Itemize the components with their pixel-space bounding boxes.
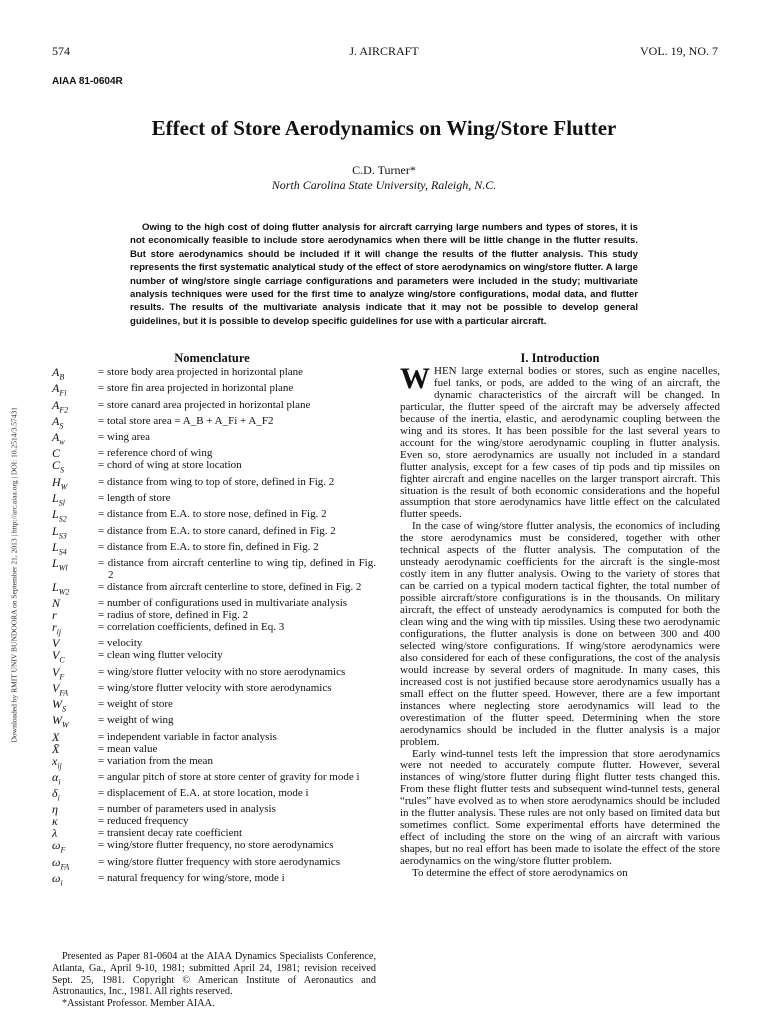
nomenclature-symbol: $H_W$ [52,474,68,492]
nomenclature-definition: = clean wing flutter velocity [98,649,223,662]
nomenclature-definition: = wing/store flutter frequency with store aerodynamics [98,855,341,868]
intro-paragraph-2: In the case of wing/store flutter analysis, the economics of including the store aerodynamics must be considered, together with other technical aspects of the flutter analysis. The computation of the unsteady aerodynamic coefficients for the aircraft is the single-most costly item in any flutter analysis. Owing to the variety of stores that can be carried on a typical modern tactical fighter, the total number of possible aircraft/store configurations is in the thousands. On military aircraft, the effect of unsteady aerodynamics is computed for both the clean wing and the wing with tip missiles. Using these two aerodynamic configurations, the flutter analysis is done on between 300 and 400 selected wing/store configurations. If wing/store aerodynamics were also considered for each of these configurations, the cost of the analysis would increase by several orders of magnitude. In many cases, this increased cost is not justified because store aerodynamics usually has a small effect on the flutter speed. However, there are a few important instances where neglecting store aerodynamics will lead to the overestimation of the flutter speed. Determining when the store aerodynamics should be included in the flutter analysis is a major problem. [400,520,720,748]
download-watermark: Downloaded by RMIT UNIV BUNDOORA on September 21, 2013 | http://arc.aiaa.org | DOI: 10.2514/3.57431 [9,407,19,743]
nomenclature-symbol: $\alpha_i$ [52,769,61,787]
nomenclature-row [52,460,376,476]
nomenclature-definition: = wing/store flutter velocity with no store aerodynamics [98,665,346,678]
nomenclature-symbol: $C_S$ [52,458,65,475]
nomenclature-symbol: $A_{F2}$ [52,397,69,414]
nomenclature-definition: = chord of wing at store location [98,459,242,472]
nomenclature-symbol: $A_w$ [52,430,65,447]
nomenclature-symbol: X̄ [52,741,60,756]
nomenclature-row [52,622,376,638]
nomenclature-row [52,840,376,856]
nomenclature-definition: = angular pitch of store at store center of gravity for mode i [98,770,360,783]
nomenclature-row [52,413,376,432]
footnote [52,951,376,1010]
nomenclature-row [52,579,376,598]
author: C.D. Turner* [352,163,416,177]
nomenclature-symbol: η [52,802,58,817]
nomenclature-row [52,490,376,509]
nomenclature-row [52,753,376,772]
nomenclature-definition: = mean value [98,742,158,755]
nomenclature-definition: = weight of store [98,698,173,711]
nomenclature-symbol: N [52,596,61,611]
nomenclature-definition: = store fin area projected in horizontal plane [98,382,294,395]
nomenclature-row [52,680,376,699]
nomenclature-symbol: X [52,729,60,744]
nomenclature-symbol: $A_{Fi}$ [52,381,67,398]
nomenclature-row [52,664,376,683]
nomenclature-row [52,397,376,416]
nomenclature-definition: = distance from E.A. to store canard, defined in Fig. 2 [98,524,336,537]
nomenclature-symbol: $A_B$ [52,365,65,382]
nomenclature-definition: = total store area = A_B + A_Fi + A_F2 [98,414,274,427]
volume-issue: VOL. 19, NO. 7 [640,44,718,58]
nomenclature-row [52,539,376,558]
nomenclature-row [52,870,376,889]
nomenclature-definition: = correlation coefficients, defined in Eq. 3 [98,621,285,634]
nomenclature-row [52,769,376,788]
nomenclature-definition: = reduced frequency [98,815,189,828]
nomenclature-symbol: C [52,446,61,461]
nomenclature-symbol: $L_{Sl}$ [52,490,65,508]
nomenclature-symbol: $A_S$ [52,413,64,431]
paper-title: Effect of Store Aerodynamics on Wing/Store Flutter [151,116,617,140]
nomenclature-symbol: V [52,636,60,651]
nomenclature-definition: = store body area projected in horizontal plane [98,366,304,378]
nomenclature-symbol: $x_{ij}$ [52,753,62,770]
intro-paragraph-4: To determine the effect of store aerodynamics on [412,867,628,880]
nomenclature-list [52,367,376,889]
nomenclature-symbol: $L_{Wl}$ [52,556,68,573]
nomenclature-definition: = length of store [98,491,171,504]
nomenclature-row [52,474,376,493]
intro-paragraph-3: Early wind-tunnel tests left the impression that store aerodynamics were not needed to accurately compute flutter. However, several instances of wing/store flutter during flight flutter tests changed this. From these flight flutter tests and subsequent wind-tunnel tests, general “rules” have evolved as to when store aerodynamics should be included in the flutter analysis. These rules are not only based on limited data but sometimes conflict. Some experimental efforts have determined the effect of including the store on the wing of an aircraft with various shapes, but no real effort has been made to isolate the effect of the store aerodynamics on the wing/store flutter problem. [400,747,720,868]
nomenclature-definition: = distance from wing to top of store, defined in Fig. 2 [98,475,335,488]
nomenclature-symbol: κ [52,814,58,829]
paper-id: AIAA 81-0604R [52,76,123,87]
nomenclature-symbol: $L_{S4}$ [52,539,67,557]
introduction-body [400,362,720,880]
nomenclature-definition: = radius of store, defined in Fig. 2 [98,609,249,622]
nomenclature-symbol: $W_S$ [52,697,66,714]
nomenclature-symbol: $V_{FA}$ [52,680,69,698]
nomenclature-row [52,383,376,399]
nomenclature-row [52,509,376,525]
nomenclature-row [52,558,376,582]
nomenclature-definition: = variation from the mean [98,754,213,767]
nomenclature-definition: = distance from E.A. to store fin, defined in Fig. 2 [98,540,319,553]
nomenclature-symbol: $L_{S3}$ [52,523,67,540]
nomenclature-definition: = weight of wing [98,714,174,727]
nomenclature-row [52,367,376,383]
nomenclature-definition: = independent variable in factor analysis [98,730,277,743]
nomenclature-symbol: λ [52,826,58,841]
footnote-presented: Presented as Paper 81-0604 at the AIAA Dynamics Specialists Conference, Atlanta, Ga., April 9-10, 1981; submitted April 24, 1981; revision received Sept. 25, 1981. Copyright © American Institute of Aeronautics and Astronautics, Inc., 1981. All rights reserved. [52,951,376,998]
nomenclature-symbol: $\delta_i$ [52,786,60,803]
nomenclature-row [52,788,376,804]
footnote-author: *Assistant Professor. Member AIAA. [62,998,215,1010]
nomenclature-symbol: $\omega_F$ [52,838,66,855]
nomenclature-definition: = distance from E.A. to store nose, defined in Fig. 2 [98,508,327,521]
nomenclature-definition: = wing/store flutter velocity with store aerodynamics [98,681,332,694]
nomenclature-symbol: $L_{W2}$ [52,579,70,597]
nomenclature-row [52,523,376,542]
nomenclature-symbol: $V_C$ [52,648,65,665]
nomenclature-definition: = store canard area projected in horizontal plane [98,398,311,411]
nomenclature-definition: = velocity [98,637,143,650]
nomenclature-definition: = displacement of E.A. at store location, mode i [98,787,309,800]
intro-paragraph-1-text: HEN large external bodies or stores, such as engine nacelles, fuel tanks, or pods, are added to the wing of an aircraft, the dynamic characteristics of the aircraft will be changed. In particular, the flutter speed of the aircraft may be adversely affected because of the inertia, elastic, and aerodynamic coupling between the wing and its stores. It has been possible for the last several years to account for the wing/store aerodynamic coupling in flutter analysis. Even so, store aerodynamics are usually not included in a standard flutter analysis, except for a few cases of tip pods and tip missiles on fighter aircraft and engine nacelles on the larger transport aircraft. This situation is the result of both economic considerations and the hopeful assumption that store aerodynamics have little effect on the calculated flutter speeds. [400,365,720,521]
nomenclature-definition: = number of configurations used in multivariate analysis [98,597,348,610]
nomenclature-row [52,650,376,666]
nomenclature-definition: = distance from aircraft centerline to wing tip, defined in Fig. 2 [98,557,376,582]
page-number: 574 [52,44,70,58]
nomenclature-heading: Nomenclature [174,351,250,365]
abstract: Owing to the high cost of doing flutter analysis for aircraft carrying large numbers and types of stores, it is not economically feasible to include store aerodynamics when there will be little change in the flutter results. But store aerodynamics should be included if it will change the results of the flutter analysis. This study represents the first systematic analytical study of the effect of store aerodynamics on wing/store flutter. A large number of wing/store single carriage configurations and parameters were included in the study; multivariate analysis techniques were used for the first time to analyze wing/store configurations, modal data, and flutter results. The results of the multivariate analysis indicate that it may not be possible to develop general guidelines, but it is possible to develop specific guidelines for use with a particular aircraft. [130,222,638,327]
nomenclature-symbol: $V_F$ [52,664,65,681]
nomenclature-definition: = wing area [98,431,151,444]
journal-name: J. AIRCRAFT [349,44,419,58]
nomenclature-symbol: $\omega_i$ [52,870,63,888]
nomenclature-row [52,699,376,715]
nomenclature-symbol: r [52,608,57,623]
drop-cap: W [400,362,430,395]
nomenclature-definition: = wing/store flutter frequency, no store aerodynamics [98,839,334,852]
nomenclature-symbol: $\omega_{FA}$ [52,854,70,871]
nomenclature-row [52,854,376,873]
nomenclature-symbol: $r_{ij}$ [52,620,62,637]
nomenclature-definition: = reference chord of wing [98,447,213,460]
nomenclature-definition: = natural frequency for wing/store, mode i [98,871,285,884]
nomenclature-row [52,715,376,731]
nomenclature-row [52,432,376,448]
nomenclature-row [52,729,376,744]
nomenclature-symbol: $W_W$ [52,713,69,730]
nomenclature-row [52,741,376,756]
nomenclature-definition: = transient decay rate coefficient [98,827,243,840]
nomenclature-definition: = distance from aircraft centerline to store, defined in Fig. 2 [98,580,362,593]
introduction-heading: I. Introduction [520,351,600,365]
intro-paragraph-1 [400,362,720,521]
nomenclature-symbol: $L_{S2}$ [52,507,67,524]
nomenclature-definition: = number of parameters used in analysis [98,803,276,816]
affiliation: North Carolina State University, Raleigh, N.C. [271,178,497,192]
